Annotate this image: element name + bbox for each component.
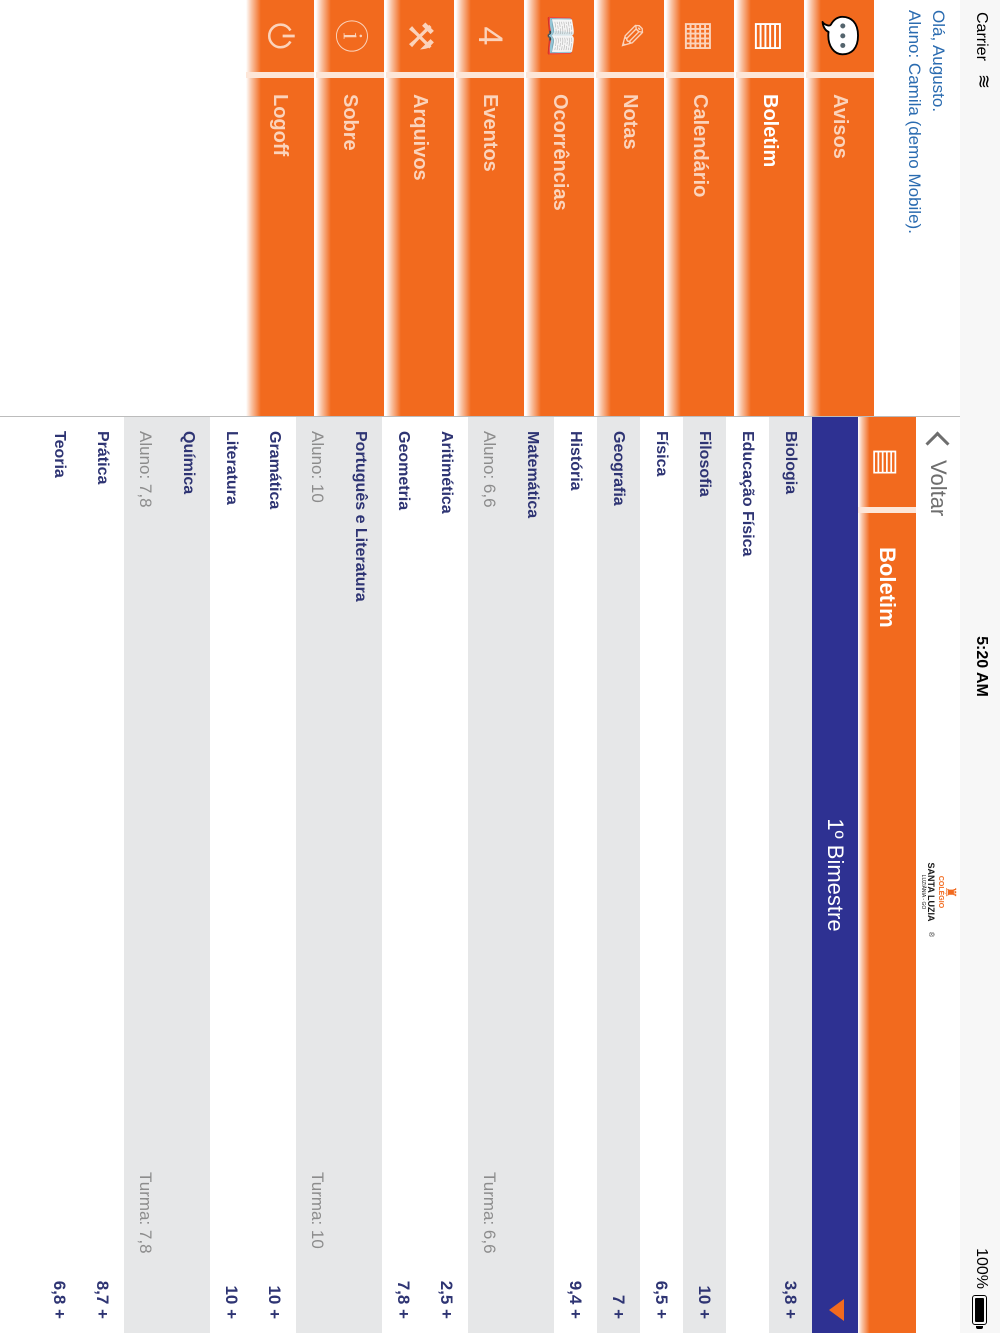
subject-name: Física — [653, 431, 670, 477]
menu-item-label: Notas — [619, 94, 641, 150]
subject-name: Geometria — [395, 431, 412, 511]
page-header — [858, 417, 916, 1333]
caret-down-icon — [829, 1299, 844, 1321]
class-average: Turma: 6,6 — [480, 1172, 499, 1254]
menu-list — [244, 0, 874, 416]
power-icon-glyph: ⏻ — [261, 22, 299, 50]
tools-icon — [386, 0, 454, 78]
menu-item-label: Logoff — [269, 94, 291, 157]
menu-item-label: Ocorrências — [549, 94, 571, 211]
book-icon-glyph: 📖 — [541, 14, 579, 58]
subject-row[interactable] — [597, 417, 640, 1333]
period-label: 1º Bimestre — [823, 818, 848, 932]
logo-name-text: SANTA LUZIA — [926, 862, 936, 922]
subject-name: Português e Literatura — [352, 431, 369, 602]
menu-item-eventos[interactable] — [456, 0, 524, 416]
info-icon-glyph: ⓘ — [331, 19, 369, 53]
subject-grade: 6,8 + — [50, 1280, 69, 1319]
subject-name: Química — [180, 431, 197, 495]
subject-grade: 6,5 + — [652, 1280, 671, 1319]
menu-item-calendario[interactable] — [666, 0, 734, 416]
subject-row[interactable] — [511, 417, 554, 1333]
subject-name: História — [567, 431, 584, 491]
subject-grade: 10 + — [222, 1285, 241, 1319]
subject-grade: 9,4 + — [566, 1280, 585, 1319]
crest-icon: ♜ — [943, 885, 959, 899]
menu-item-sobre[interactable] — [316, 0, 384, 416]
greeting-user: Olá, Augusto. — [929, 10, 948, 113]
subject-row[interactable] — [640, 417, 683, 1333]
menu-item-logoff[interactable] — [246, 0, 314, 416]
clock: 5:20 AM — [973, 636, 990, 697]
side-menu — [0, 0, 960, 416]
subject-grade: 8,7 + — [93, 1280, 112, 1319]
subject-grade: 3,8 + — [781, 1280, 800, 1319]
subject-name: Biologia — [782, 431, 799, 495]
greeting-student: Aluno: Camila (demo Mobile). — [905, 10, 924, 234]
back-button-label: Voltar — [926, 460, 951, 517]
greeting — [874, 10, 950, 410]
menu-item-label: Sobre — [339, 94, 361, 151]
main-content — [0, 417, 960, 1333]
report-card-icon — [736, 0, 804, 78]
subject-grade: 7 + — [609, 1294, 628, 1319]
menu-item-label: Calendário — [689, 94, 711, 198]
subject-row[interactable] — [339, 417, 382, 1333]
logo-top-text: COLÉGIO — [937, 875, 944, 909]
average-row — [124, 417, 167, 1333]
menu-item-boletim[interactable] — [736, 0, 804, 416]
navigation-bar — [916, 417, 960, 1333]
calendar-icon — [666, 0, 734, 78]
power-icon — [246, 0, 314, 78]
info-icon — [316, 0, 384, 78]
subject-row[interactable] — [554, 417, 597, 1333]
menu-item-arquivos[interactable] — [386, 0, 454, 416]
school-logo — [916, 847, 960, 937]
subject-grade: 10 + — [265, 1285, 284, 1319]
subject-name: Gramática — [266, 431, 283, 510]
event-calendar-icon — [456, 0, 524, 78]
logo-city-text: LUZIÂNIA - GO — [920, 874, 926, 910]
chat-bubbles-icon — [806, 0, 874, 78]
class-average: Turma: 7,8 — [136, 1172, 155, 1254]
student-average: Aluno: 7,8 — [136, 431, 155, 508]
subject-row[interactable] — [81, 417, 124, 1333]
student-average: Aluno: 10 — [308, 431, 327, 503]
menu-item-label: Boletim — [759, 94, 781, 168]
back-button[interactable] — [922, 429, 954, 516]
subject-name: Filosofia — [696, 431, 713, 497]
period-selector[interactable] — [812, 417, 858, 1333]
report-card-icon-glyph: ▤ — [751, 19, 789, 53]
menu-item-label: Eventos — [479, 94, 501, 172]
subject-row[interactable] — [726, 417, 769, 1333]
class-average: Turma: 10 — [308, 1172, 327, 1249]
subject-name: Teoria — [51, 431, 68, 478]
subject-name: Aritimética — [438, 431, 455, 514]
carrier-label: Carrier — [973, 12, 990, 61]
book-icon — [526, 0, 594, 78]
logo-registered-mark: ® — [927, 931, 934, 937]
pencil-note-icon — [596, 0, 664, 78]
subject-row[interactable] — [253, 417, 296, 1333]
subject-grade: 2,5 + — [437, 1280, 456, 1319]
pencil-note-icon-glyph: ✎ — [611, 21, 649, 51]
subject-row[interactable] — [167, 417, 210, 1333]
wifi-icon: ≋ — [974, 74, 994, 90]
status-bar — [960, 0, 1000, 1333]
menu-item-ocorrencias[interactable] — [526, 0, 594, 416]
subject-grade: 10 + — [695, 1285, 714, 1319]
subject-name: Educação Física — [739, 431, 756, 557]
subject-row[interactable] — [210, 417, 253, 1333]
battery-icon — [972, 1295, 987, 1325]
event-calendar-icon-glyph: 4 — [471, 26, 509, 46]
tools-icon-glyph: ⚒ — [401, 20, 439, 52]
subject-name: Literatura — [223, 431, 240, 505]
average-row — [468, 417, 511, 1333]
subject-row[interactable] — [769, 417, 812, 1333]
calendar-icon-glyph: ▦ — [681, 19, 719, 53]
menu-item-avisos[interactable] — [806, 0, 874, 416]
menu-item-notas[interactable] — [596, 0, 664, 416]
subject-name: Prática — [94, 431, 111, 485]
battery-percentage: 100% — [973, 1248, 990, 1289]
average-row — [296, 417, 339, 1333]
subject-row[interactable] — [683, 417, 726, 1333]
subject-name: Matemática — [524, 431, 541, 519]
subject-row[interactable] — [382, 417, 425, 1333]
report-card-icon: ▤ — [858, 417, 916, 513]
grades-list — [38, 417, 812, 1333]
subject-name: Geografia — [610, 431, 627, 506]
chevron-left-icon — [926, 431, 950, 455]
subject-row[interactable] — [425, 417, 468, 1333]
menu-item-label: Arquivos — [409, 94, 431, 181]
subject-row[interactable] — [38, 417, 81, 1333]
menu-item-label: Avisos — [829, 94, 851, 159]
student-average: Aluno: 6,6 — [480, 431, 499, 508]
subject-grade: 7,8 + — [394, 1280, 413, 1319]
page-title: Boletim — [875, 547, 900, 628]
chat-bubbles-icon-glyph: 💬 — [821, 14, 859, 58]
